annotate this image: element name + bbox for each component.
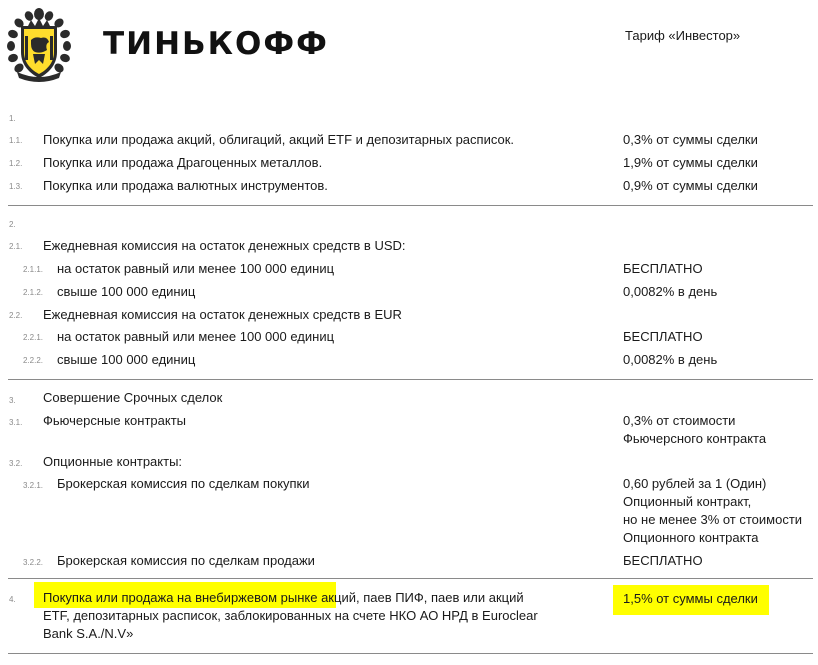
row-text: Ежедневная комиссия на остаток денежных средств в USD:: [43, 238, 406, 253]
row-text: свыше 100 000 единиц: [57, 352, 196, 367]
row-text: Опционные контракты:: [43, 454, 183, 469]
row-text-line3: Bank S.A./N.V»: [43, 626, 134, 641]
row-number: 3.2.2.: [23, 558, 44, 567]
row-number: 1.1.: [9, 136, 23, 145]
row-text: Покупка или продажа валютных инструментов.: [43, 178, 328, 193]
row-text-rest: акций, паев ПИФ, паев или акций: [317, 590, 524, 605]
row-value: 1,9% от суммы сделки: [623, 155, 758, 170]
row-value: но не менее 3% от стоимости: [623, 512, 803, 527]
row-value: Опционный контракт,: [623, 494, 752, 509]
row-value: БЕСПЛАТНО: [623, 553, 703, 568]
row-number: 2.2.2.: [23, 356, 44, 365]
row-text: на остаток равный или менее 100 000 единиц: [57, 329, 335, 344]
section-number: 1.: [9, 114, 16, 123]
row-text: Фьючерсные контракты: [43, 413, 187, 428]
section-number: 3.: [9, 396, 16, 405]
row-number: 3.2.1.: [23, 481, 44, 490]
row-text: Брокерская комиссия по сделкам покупки: [57, 476, 310, 491]
row-text-line1: [43, 589, 524, 607]
row-text-line2: ETF, депозитарных расписок, заблокированных на счете НКО АО НРД в Euroclear: [43, 608, 538, 623]
row-value: 0,60 рублей за 1 (Один): [623, 476, 767, 491]
row-number: 1.3.: [9, 182, 23, 191]
row-value: 0,0082% в день: [623, 284, 718, 299]
logo-wordmark: ТИНЬКОФФ: [103, 26, 329, 62]
highlighted-text: Покупка или продажа на внебиржевом рынке: [43, 590, 318, 605]
row-number: 2.1.2.: [23, 288, 44, 297]
section-divider: [8, 653, 813, 654]
row-text: Брокерская комиссия по сделкам продажи: [57, 553, 315, 568]
row-text: Покупка или продажа акций, облигаций, акций ETF и депозитарных расписок.: [43, 132, 515, 147]
section-divider: [8, 578, 813, 579]
row-text: Ежедневная комиссия на остаток денежных средств в EUR: [43, 307, 402, 322]
row-number: 2.1.: [9, 242, 23, 251]
row-value: Опционного контракта: [623, 530, 759, 545]
row-value: 0,0082% в день: [623, 352, 718, 367]
row-value: 0,9% от суммы сделки: [623, 178, 758, 193]
row-value: 0,3% от стоимости: [623, 413, 736, 428]
row-text: Покупка или продажа Драгоценных металлов.: [43, 155, 323, 170]
row-number: 2.1.1.: [23, 265, 44, 274]
section-number: 2.: [9, 220, 16, 229]
row-value: Фьючерсного контракта: [623, 431, 767, 446]
tariff-title: Тариф «Инвестор»: [625, 28, 741, 43]
row-text: свыше 100 000 единиц: [57, 284, 196, 299]
row-number: 2.2.: [9, 311, 23, 320]
row-number: 1.2.: [9, 159, 23, 168]
row-value: 1,5% от суммы сделки: [623, 591, 758, 606]
header: [0, 0, 818, 100]
row-value: 0,3% от суммы сделки: [623, 132, 758, 147]
row-text: на остаток равный или менее 100 000 единиц: [57, 261, 335, 276]
row-value: БЕСПЛАТНО: [623, 329, 703, 344]
tinkoff-logo-emblem-icon: [5, 6, 73, 86]
row-number: 3.1.: [9, 418, 23, 427]
row-value: БЕСПЛАТНО: [623, 261, 703, 276]
section-divider: [8, 205, 813, 206]
row-number: 2.2.1.: [23, 333, 44, 342]
section-number: 4.: [9, 595, 16, 604]
row-number: 3.2.: [9, 459, 23, 468]
section-divider: [8, 379, 813, 380]
section-title: Совершение Срочных сделок: [43, 390, 223, 405]
